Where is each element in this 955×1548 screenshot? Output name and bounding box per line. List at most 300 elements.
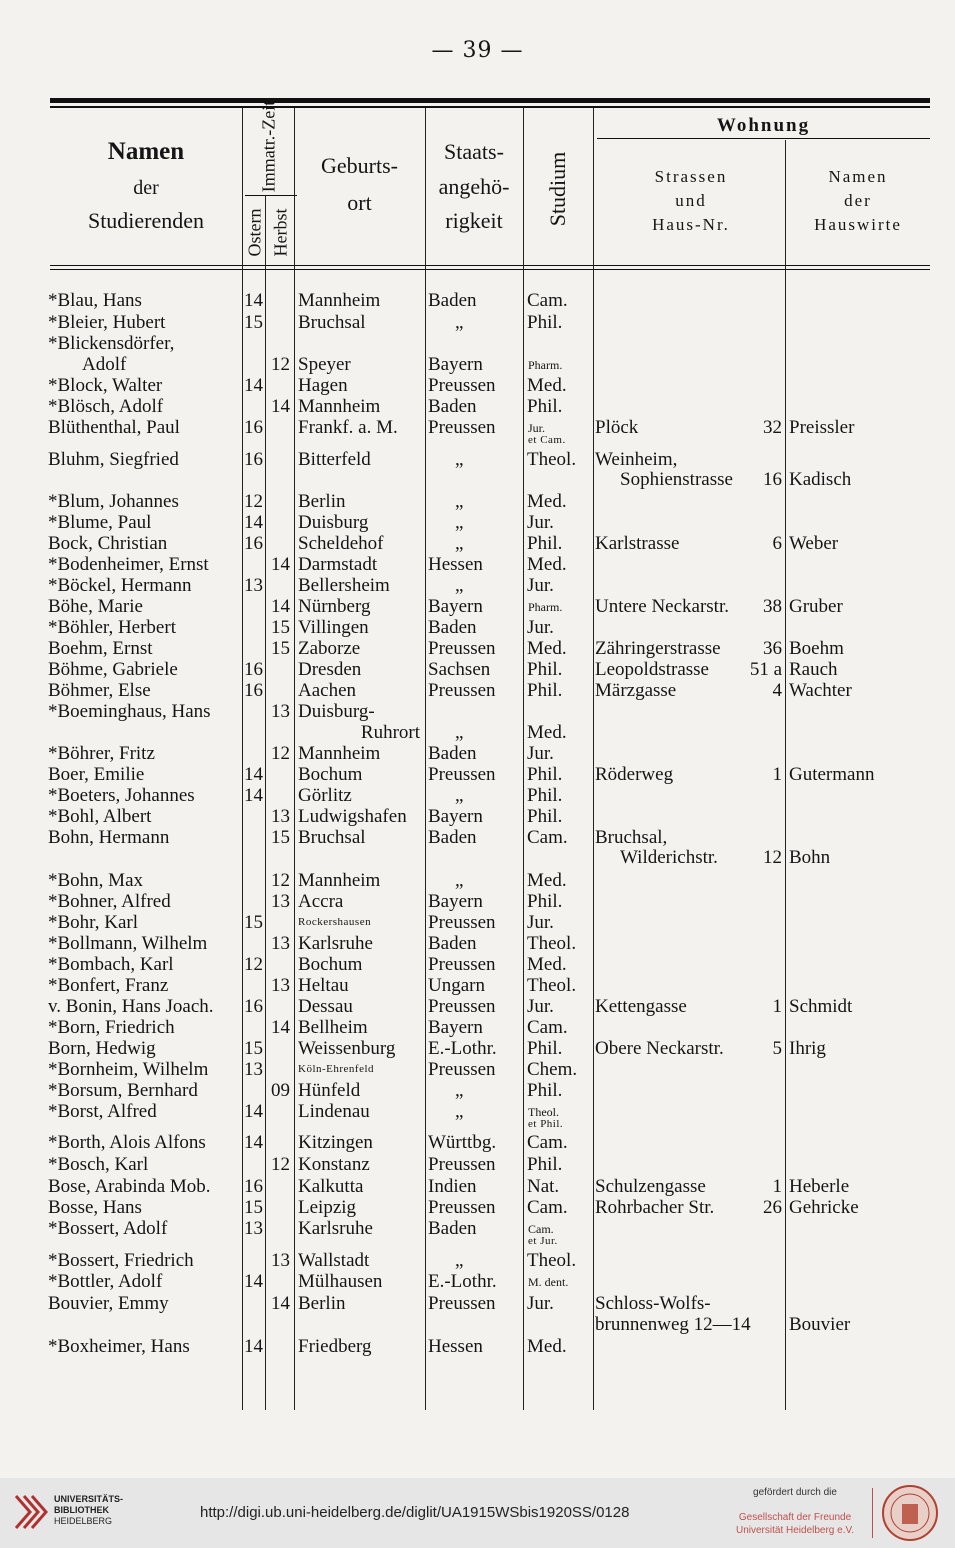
immatr-divider [245, 195, 297, 196]
student-name: *Born, Friedrich [48, 1017, 175, 1038]
citizenship: „ [455, 491, 464, 512]
student-name: *Boeters, Johannes [48, 785, 195, 806]
student-name: *Bossert, Adolf [48, 1218, 168, 1239]
header-bottom-rule [50, 265, 930, 266]
landlord-name: Bohn [789, 847, 831, 868]
herbst-value: 14 [271, 396, 290, 417]
student-name: *Borst, Alfred [48, 1101, 157, 1122]
citizenship: Preussen [428, 1059, 496, 1080]
citizenship: Baden [428, 396, 477, 417]
student-name: *Böhler, Herbert [48, 617, 176, 638]
herbst-value: 12 [271, 743, 290, 764]
herbst-value: 15 [271, 617, 290, 638]
birthplace: Heltau [298, 975, 349, 996]
header-strassen [597, 166, 785, 236]
birthplace: Rockershausen [298, 916, 372, 928]
field-of-study: Jur. [528, 421, 546, 435]
street-address: Wilderichstr. [620, 847, 718, 868]
landlord-name: Schmidt [789, 996, 853, 1017]
ostern-value: 15 [244, 1197, 263, 1218]
street-address: Obere Neckarstr. [595, 1038, 724, 1059]
divider [872, 1488, 873, 1538]
birthplace: Accra [298, 891, 344, 912]
landlord-name: Kadisch [789, 469, 852, 490]
ostern-value: 16 [244, 417, 263, 438]
field-of-study: Med. [527, 375, 567, 396]
citizenship: Bayern [428, 806, 483, 827]
street-address: Röderweg [595, 764, 674, 785]
field-of-study: Jur. [527, 512, 554, 533]
citizenship: „ [455, 870, 464, 891]
birthplace: Nürnberg [298, 596, 371, 617]
birthplace: Berlin [298, 491, 346, 512]
university-seal-icon [880, 1484, 940, 1542]
street-address: Sophienstrasse [620, 469, 733, 490]
birthplace: Ruhrort [360, 722, 420, 743]
street-address: Schulzengasse [595, 1176, 706, 1197]
citizenship: Baden [428, 827, 477, 848]
field-of-study: Cam. [528, 1222, 554, 1236]
street-address: Kettengasse [595, 996, 687, 1017]
header-studium: Studium [545, 151, 570, 227]
student-name: *Blösch, Adolf [48, 396, 164, 417]
ostern-value: 16 [244, 659, 263, 680]
student-name: *Blickensdörfer, [48, 333, 175, 354]
top-rule-thin [50, 106, 930, 108]
house-number: 38 [763, 596, 782, 617]
citizenship: Württbg. [428, 1132, 497, 1153]
header-immatr: Immatr.-Zeit [258, 100, 279, 193]
birthplace: Ludwigshafen [298, 806, 407, 827]
field-of-study: M. dent. [528, 1275, 569, 1289]
col-line-staat [523, 108, 524, 1410]
field-of-study: Cam. [527, 827, 568, 848]
herbst-value: 14 [271, 1017, 290, 1038]
birthplace: Bellheim [298, 1017, 368, 1038]
landlord-name: Preissler [789, 417, 855, 438]
house-number: 1 [772, 996, 782, 1017]
birthplace: Dresden [298, 659, 362, 680]
birthplace: Duisburg- [298, 701, 375, 722]
street-address: Leopoldstrasse [595, 659, 709, 680]
student-name: *Blum, Johannes [48, 491, 179, 512]
street-address: brunnenweg 12—14 [595, 1314, 751, 1335]
birthplace: Lindenau [298, 1101, 370, 1122]
birthplace: Mannheim [298, 743, 381, 764]
student-name: *Boxheimer, Hans [48, 1336, 190, 1357]
field-of-study: Jur. [527, 743, 554, 764]
student-name: *Bossert, Friedrich [48, 1250, 194, 1271]
citizenship: Hessen [428, 554, 483, 575]
ostern-value: 14 [244, 785, 263, 806]
sponsor-line-2: Universität Heidelberg e.V. [735, 1525, 855, 1536]
student-name: Boehm, Ernst [48, 638, 153, 659]
street-address: Weinheim, [595, 449, 678, 470]
field-of-study: Phil. [527, 1080, 563, 1101]
house-number: 32 [763, 417, 782, 438]
herbst-value: 15 [271, 638, 290, 659]
citizenship: Preussen [428, 638, 496, 659]
ostern-value: 15 [244, 1038, 263, 1059]
citizenship: E.-Lothr. [428, 1271, 497, 1292]
citizenship: Bayern [428, 596, 483, 617]
citizenship: Indien [428, 1176, 477, 1197]
birthplace: Karlsruhe [298, 933, 373, 954]
birthplace: Villingen [298, 617, 369, 638]
field-of-study: Pharm. [528, 600, 563, 614]
ostern-value: 15 [244, 312, 263, 333]
citizenship: Bayern [428, 1017, 483, 1038]
birthplace: Bellersheim [298, 575, 390, 596]
birthplace: Bochum [298, 954, 363, 975]
herbst-value: 14 [271, 596, 290, 617]
street-address: Märzgasse [595, 680, 677, 701]
field-of-study: Jur. [527, 996, 554, 1017]
field-of-study: Med. [527, 554, 567, 575]
house-number: 26 [763, 1197, 782, 1218]
birthplace: Kitzingen [298, 1132, 373, 1153]
house-number: 6 [772, 533, 782, 554]
birthplace: Frankf. a. M. [298, 417, 398, 438]
field-of-study: Jur. [527, 1293, 554, 1314]
ostern-value: 16 [244, 1176, 263, 1197]
field-of-study-2: et Phil. [528, 1118, 564, 1130]
student-name: *Böhrer, Fritz [48, 743, 155, 764]
birthplace: Scheldehof [298, 533, 384, 554]
citizenship: „ [455, 575, 464, 596]
digital-url-link[interactable]: http://digi.ub.uni-heidelberg.de/diglit/UA1915WSbis1920SS/0128 [200, 1504, 630, 1521]
header-wohnung: Wohnung [716, 115, 811, 136]
field-of-study: Med. [527, 491, 567, 512]
student-name: *Bombach, Karl [48, 954, 174, 975]
herbst-value: 13 [271, 701, 290, 722]
field-of-study: Phil. [527, 785, 563, 806]
landlord-name: Wachter [789, 680, 852, 701]
field-of-study: Med. [527, 870, 567, 891]
ostern-value: 14 [244, 764, 263, 785]
library-name-2: BIBLIOTHEK [54, 1505, 109, 1515]
student-name: *Bleier, Hubert [48, 312, 166, 333]
ostern-value: 16 [244, 996, 263, 1017]
herbst-value: 12 [271, 1154, 290, 1175]
header-names-3: Studierenden [87, 207, 205, 233]
citizenship: Preussen [428, 1154, 496, 1175]
ostern-value: 12 [244, 491, 263, 512]
landlord-name: Ihrig [789, 1038, 826, 1059]
field-of-study: Cam. [527, 290, 568, 311]
field-of-study: Phil. [527, 1038, 563, 1059]
student-name: Blüthenthal, Paul [48, 417, 180, 438]
field-of-study: Cam. [527, 1132, 568, 1153]
landlord-name: Gruber [789, 596, 843, 617]
student-name: Böhmer, Else [48, 680, 151, 701]
col-line-ort [425, 108, 426, 1410]
herbst-value: 13 [271, 891, 290, 912]
field-of-study: Phil. [527, 659, 563, 680]
citizenship: E.-Lothr. [428, 1038, 497, 1059]
field-of-study: Theol. [528, 1105, 559, 1119]
col-line-ostern [265, 195, 266, 1410]
citizenship: „ [455, 449, 464, 470]
ostern-value: 14 [244, 1336, 263, 1357]
field-of-study: Nat. [527, 1176, 560, 1197]
birthplace: Friedberg [298, 1336, 372, 1357]
ostern-value: 15 [244, 912, 263, 933]
header-names-2: der [133, 176, 159, 199]
birthplace: Hagen [298, 375, 348, 396]
student-name: *Bohn, Max [48, 870, 143, 891]
student-name: Böhme, Gabriele [48, 659, 178, 680]
citizenship: „ [455, 722, 464, 743]
library-name [54, 1494, 123, 1527]
field-of-study: Med. [527, 638, 567, 659]
field-of-study: Jur. [527, 575, 554, 596]
sponsor-text [730, 1486, 860, 1537]
birthplace: Kalkutta [298, 1176, 364, 1197]
field-of-study: Phil. [527, 806, 563, 827]
birthplace: Speyer [298, 354, 351, 375]
house-number: 36 [763, 638, 782, 659]
field-of-study: Phil. [527, 1154, 563, 1175]
field-of-study: Phil. [527, 533, 563, 554]
street-address: Rohrbacher Str. [595, 1197, 715, 1218]
ostern-value: 14 [244, 290, 263, 311]
student-name: v. Bonin, Hans Joach. [48, 996, 214, 1017]
herbst-value: 14 [271, 1293, 290, 1314]
citizenship: „ [455, 785, 464, 806]
citizenship: „ [455, 512, 464, 533]
col-line-herbst [294, 108, 295, 1410]
header-staats [425, 138, 523, 236]
ostern-value: 13 [244, 1059, 263, 1080]
field-of-study: Jur. [527, 912, 554, 933]
header-staats-1: Staats- [444, 139, 504, 164]
header-names [50, 136, 242, 235]
birthplace: Duisburg [298, 512, 369, 533]
ostern-value: 16 [244, 449, 263, 470]
student-name: *Bosch, Karl [48, 1154, 149, 1175]
student-name: *Bollmann, Wilhelm [48, 933, 208, 954]
library-name-3: HEIDELBERG [54, 1516, 113, 1526]
house-number: 51 a [749, 659, 782, 680]
citizenship: Baden [428, 1218, 477, 1239]
field-of-study: Jur. [527, 617, 554, 638]
citizenship: Preussen [428, 912, 496, 933]
student-name: *Bohl, Albert [48, 806, 152, 827]
header-geburtsort-2: ort [347, 189, 372, 215]
landlord-name: Gehricke [789, 1197, 859, 1218]
citizenship: Baden [428, 743, 477, 764]
col-line-strassen [785, 140, 786, 1410]
herbst-value: 13 [271, 1250, 290, 1271]
citizenship: „ [455, 1080, 464, 1101]
birthplace: Dessau [298, 996, 353, 1017]
ostern-value: 16 [244, 533, 263, 554]
citizenship: Preussen [428, 680, 496, 701]
student-name: *Böckel, Hermann [48, 575, 192, 596]
header-strassen-1: Strassen [654, 167, 728, 186]
header-herbst: Herbst [270, 208, 291, 257]
landlord-name: Heberle [789, 1176, 850, 1197]
header-staats-3: rigkeit [445, 208, 503, 234]
herbst-value: 15 [271, 827, 290, 848]
landlord-name: Gutermann [789, 764, 875, 785]
birthplace: Hünfeld [298, 1080, 361, 1101]
student-name: Born, Hedwig [48, 1038, 156, 1059]
student-name: *Borth, Alois Alfons [48, 1132, 206, 1153]
herbst-value: 13 [271, 806, 290, 827]
header-strassen-3: Haus-Nr. [652, 215, 730, 235]
ostern-value: 12 [244, 954, 263, 975]
citizenship: „ [455, 1101, 464, 1122]
landlord-name: Boehm [789, 638, 844, 659]
field-of-study: Theol. [527, 933, 577, 954]
herbst-value: 12 [271, 354, 290, 375]
student-name: *Boeminghaus, Hans [48, 701, 211, 722]
birthplace: Leipzig [298, 1197, 357, 1218]
citizenship: Preussen [428, 1197, 496, 1218]
library-logo-icon [12, 1492, 48, 1532]
student-name: *Bohr, Karl [48, 912, 138, 933]
citizenship: Preussen [428, 996, 496, 1017]
birthplace: Bruchsal [298, 827, 366, 848]
field-of-study: Phil. [527, 891, 563, 912]
student-name: *Bornheim, Wilhelm [48, 1059, 209, 1080]
ostern-value: 14 [244, 1132, 263, 1153]
footer-bar [0, 1478, 955, 1548]
student-name: Bohn, Hermann [48, 827, 170, 848]
sponsor-top: gefördert durch die [753, 1487, 837, 1498]
citizenship: Preussen [428, 375, 496, 396]
ostern-value: 14 [244, 512, 263, 533]
citizenship: Baden [428, 290, 477, 311]
birthplace: Mannheim [298, 290, 381, 311]
street-address: Untere Neckarstr. [595, 596, 729, 617]
student-name: Bouvier, Emmy [48, 1293, 169, 1314]
field-of-study: Phil. [527, 764, 563, 785]
ostern-value: 14 [244, 1101, 263, 1122]
citizenship: Bayern [428, 891, 483, 912]
house-number: 5 [772, 1038, 782, 1059]
header-bottom-rule-2 [50, 269, 930, 270]
street-address: Plöck [595, 417, 639, 438]
street-address: Karlstrasse [595, 533, 680, 554]
field-of-study: Theol. [527, 1250, 577, 1271]
student-name: Boer, Emilie [48, 764, 145, 785]
birthplace: Bruchsal [298, 312, 366, 333]
birthplace: Görlitz [298, 785, 352, 806]
citizenship: Baden [428, 933, 477, 954]
birthplace: Konstanz [298, 1154, 370, 1175]
student-name: *Bohner, Alfred [48, 891, 171, 912]
student-name: Böhe, Marie [48, 596, 143, 617]
street-address: Schloss-Wolfs- [595, 1293, 711, 1314]
student-name: *Bodenheimer, Ernst [48, 554, 209, 575]
field-of-study: Med. [527, 722, 567, 743]
citizenship: Baden [428, 617, 477, 638]
field-of-study: Phil. [527, 680, 563, 701]
student-name: Bock, Christian [48, 533, 168, 554]
field-of-study: Theol. [527, 449, 577, 470]
herbst-value: 13 [271, 975, 290, 996]
citizenship: Bayern [428, 354, 483, 375]
birthplace: Wallstadt [298, 1250, 370, 1271]
field-of-study: Theol. [527, 975, 577, 996]
student-name: Bluhm, Siegfried [48, 449, 179, 470]
herbst-value: 12 [271, 870, 290, 891]
field-of-study: Med. [527, 1336, 567, 1357]
citizenship: Preussen [428, 1293, 496, 1314]
ostern-value: 13 [244, 575, 263, 596]
student-name: Adolf [82, 354, 127, 375]
birthplace: Weissenburg [298, 1038, 396, 1059]
header-hauswirte-3: Hauswirte [814, 215, 902, 235]
field-of-study: Phil. [527, 396, 563, 417]
ostern-value: 14 [244, 1271, 263, 1292]
house-number: 4 [772, 680, 782, 701]
student-name: *Blume, Paul [48, 512, 152, 533]
street-address: Zähringerstrasse [595, 638, 721, 659]
citizenship: Sachsen [428, 659, 491, 680]
student-name: *Block, Walter [48, 375, 163, 396]
header-hauswirte-1: Namen [828, 167, 888, 186]
birthplace: Mülhausen [298, 1271, 383, 1292]
citizenship: „ [455, 312, 464, 333]
house-number: 12 [763, 847, 782, 868]
house-number: 1 [772, 1176, 782, 1197]
citizenship: Preussen [428, 764, 496, 785]
birthplace: Berlin [298, 1293, 346, 1314]
student-name: Bose, Arabinda Mob. [48, 1176, 211, 1197]
header-strassen-2: und [675, 191, 707, 211]
field-of-study: Cam. [527, 1017, 568, 1038]
page-number: — 39 — [431, 38, 524, 63]
landlord-name: Weber [789, 533, 839, 554]
field-of-study: Cam. [527, 1197, 568, 1218]
col-line-names [242, 108, 243, 1410]
citizenship: Preussen [428, 417, 496, 438]
house-number: 16 [763, 469, 782, 490]
header-names-1: Namen [107, 138, 185, 165]
ostern-value: 13 [244, 1218, 263, 1239]
student-name: *Bonfert, Franz [48, 975, 169, 996]
landlord-name: Rauch [789, 659, 838, 680]
header-staats-2: angehö- [438, 173, 510, 199]
library-name-1: UNIVERSITÄTS- [54, 1494, 124, 1504]
field-of-study-2: et Jur. [528, 1235, 558, 1247]
birthplace: Bochum [298, 764, 363, 785]
student-name: *Borsum, Bernhard [48, 1080, 198, 1101]
header-hauswirte-2: der [844, 191, 872, 211]
citizenship: Ungarn [428, 975, 485, 996]
header-geburtsort-1: Geburts- [321, 153, 398, 178]
birthplace: Karlsruhe [298, 1218, 373, 1239]
citizenship: Hessen [428, 1336, 483, 1357]
student-name: *Bottler, Adolf [48, 1271, 163, 1292]
herbst-value: 13 [271, 933, 290, 954]
landlord-name: Bouvier [789, 1314, 851, 1335]
birthplace: Zaborze [298, 638, 361, 659]
citizenship: Preussen [428, 954, 496, 975]
top-rule [50, 98, 930, 103]
herbst-value: 09 [271, 1080, 290, 1101]
field-of-study: Pharm. [528, 358, 563, 372]
house-number: 1 [772, 764, 782, 785]
birthplace: Köln-Ehrenfeld [298, 1063, 375, 1075]
street-address: Bruchsal, [595, 827, 668, 848]
student-name: *Blau, Hans [48, 290, 142, 311]
field-of-study: Med. [527, 954, 567, 975]
